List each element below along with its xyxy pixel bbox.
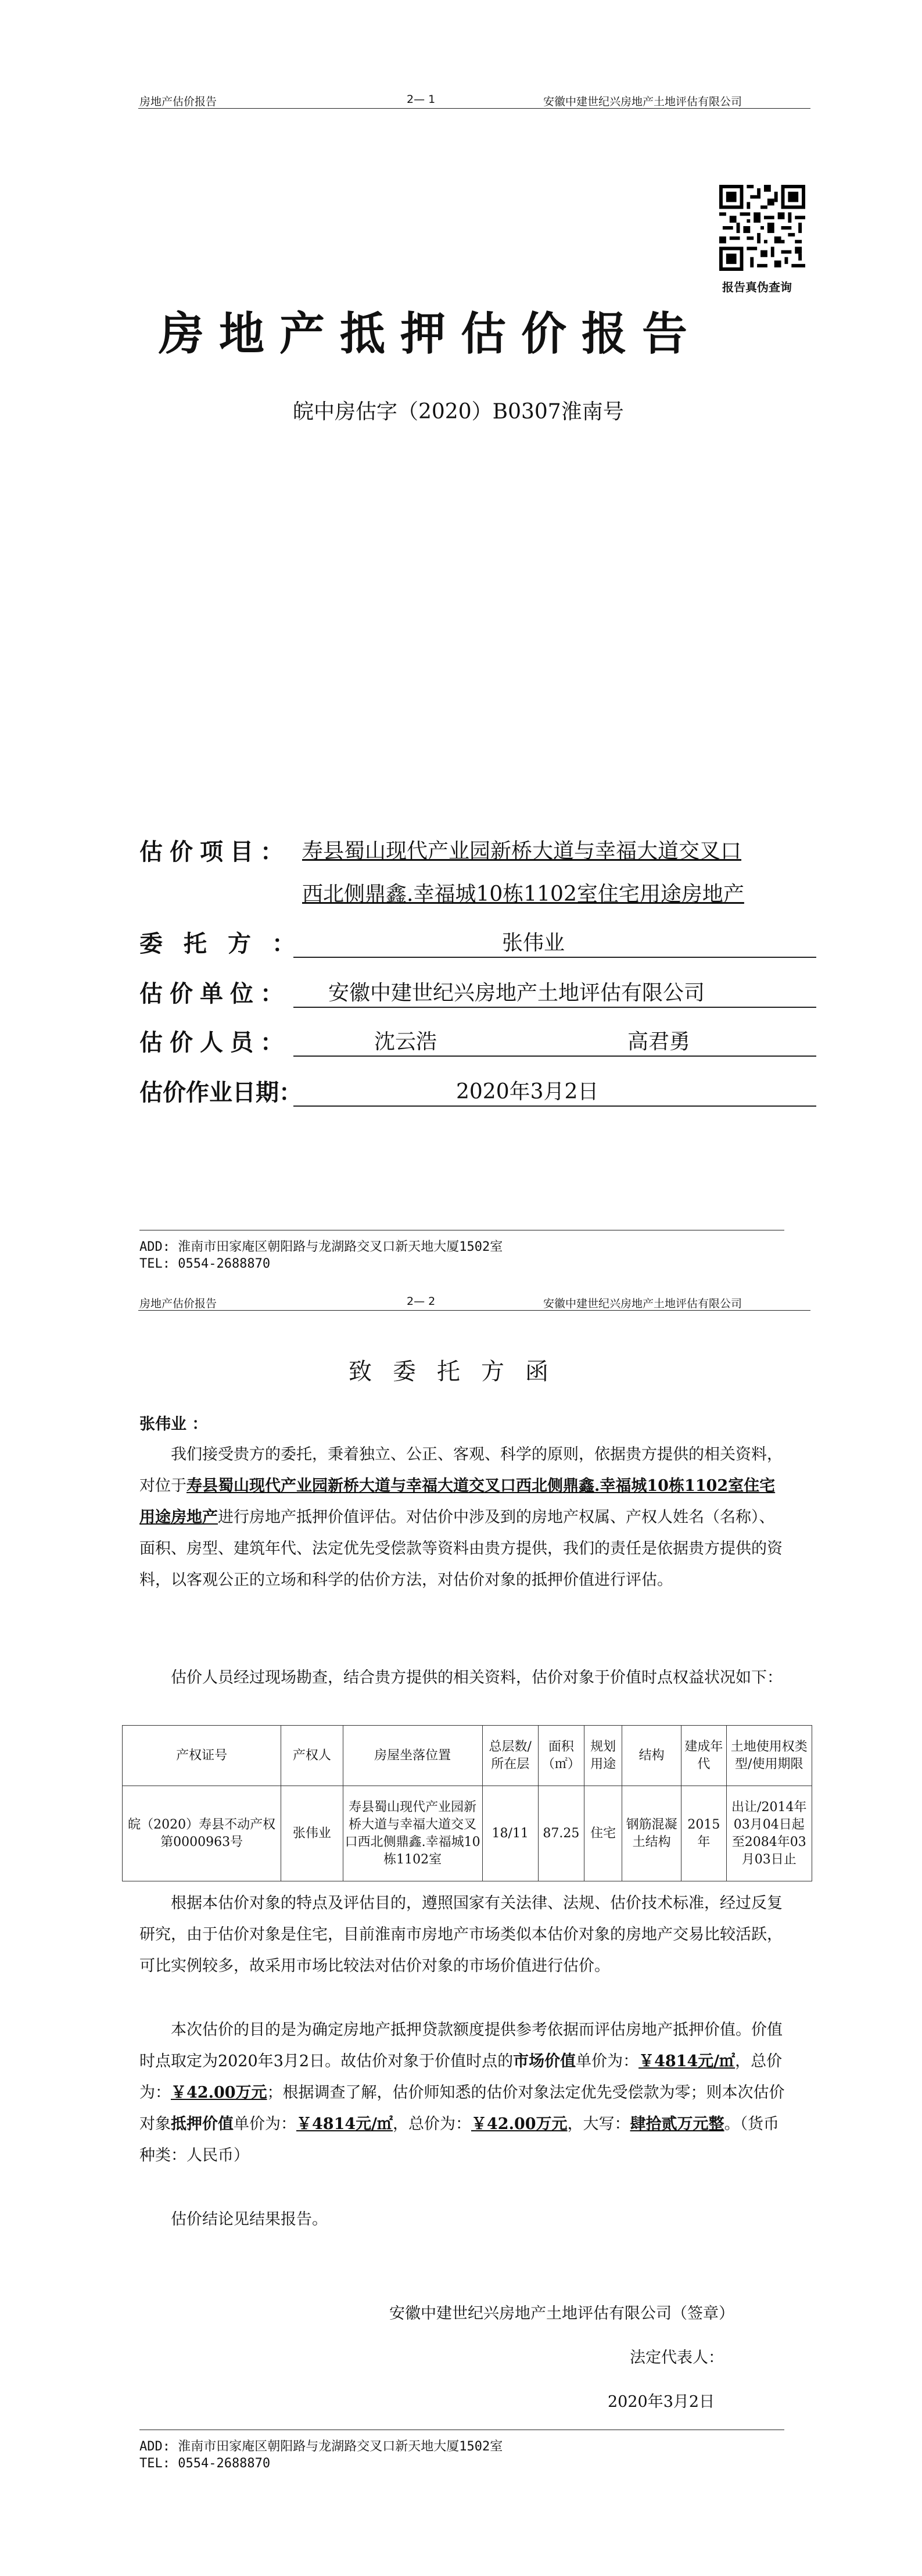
para1-text-a: 我们接受贵方的委托，秉着独立、公正、客观、科学的原则，依据贵方提供的相关资料，对位于: [139, 1446, 783, 1495]
appraiser-staff-1: 沈云浩: [374, 1030, 437, 1054]
staff-underline: [293, 1056, 816, 1057]
para4-market-unit-price: ￥4814元/㎡: [638, 2052, 736, 2070]
appraiser-staff-2: 高君勇: [627, 1030, 691, 1054]
page2-footer-address: ADD: 淮南市田家庵区朝阳路与龙湖路交叉口新天地大厦1502室: [139, 2439, 503, 2454]
table-header-cell: 建成年代: [681, 1726, 726, 1786]
para4-text-c: 单价为：: [576, 2052, 639, 2070]
report-title: 房地产抵押估价报告: [159, 307, 703, 360]
table-cell-built-year: 2015年: [681, 1786, 726, 1881]
table-header-cell: 产权人: [281, 1726, 343, 1786]
para4-market-value-label: 市场价值: [513, 2052, 576, 2070]
appraiser-unit-value: 安徽中建世纪兴房地产土地评估有限公司: [328, 981, 705, 1005]
unit-underline: [293, 1007, 816, 1008]
table-header-cell: 面积（㎡）: [538, 1726, 584, 1786]
qr-caption: 报告真伪查询: [722, 280, 792, 294]
signature-date: 2020年3月2日: [608, 2393, 715, 2411]
page2-header-rule: [138, 1310, 810, 1311]
para4-text-e: ，总价为：: [139, 2052, 783, 2102]
page1-header-right: 安徽中建世纪兴房地产土地评估有限公司: [543, 95, 742, 108]
table-cell-floors: 18/11: [482, 1786, 538, 1881]
property-info-table: [122, 1725, 812, 1881]
page1-header-rule: [138, 108, 810, 109]
date-underline: [293, 1105, 816, 1107]
table-header-cell: 房屋坐落位置: [343, 1726, 482, 1786]
para4-market-total-price: ￥42.00万元: [171, 2084, 267, 2102]
para4-amount-in-words: 肆拾贰万元整: [630, 2115, 724, 2133]
client-underline: [293, 957, 816, 958]
table-cell-certificate-no: 皖（2020）寿县不动产权第0000963号: [123, 1786, 281, 1881]
table-header-cell: 土地使用权类型/使用期限: [726, 1726, 812, 1786]
project-value-line1: 寿县蜀山现代产业园新桥大道与幸福大道交叉口: [302, 839, 742, 863]
para4-text-o: 。（货币种类：人民币）: [139, 2115, 780, 2164]
page1-header-page-number: 2— 1: [407, 93, 436, 106]
para4-text-k: ，总价为：: [393, 2115, 472, 2133]
table-header-cell: 结构: [622, 1726, 681, 1786]
para4-mortgage-unit-price: ￥4814元/㎡: [296, 2115, 393, 2133]
table-header-cell: 总层数/所在层: [482, 1726, 538, 1786]
project-label: 估价项目：: [139, 838, 290, 865]
signature-company: 安徽中建世纪兴房地产土地评估有限公司（签章）: [389, 2305, 734, 2323]
para4-text-i: 单价为：: [234, 2115, 296, 2133]
para4-text-g: ；根据调查了解，估价师知悉的估价对象法定优先受偿款为零；则本次估价对象: [139, 2084, 785, 2133]
document-number: 皖中房估字（2020）B0307淮南号: [293, 400, 624, 424]
page2-header-right: 安徽中建世纪兴房地产土地评估有限公司: [543, 1297, 742, 1310]
table-cell-land-term: 出让/2014年03月04日起至2084年03月03日止: [726, 1786, 812, 1881]
project-value-line2: 西北侧鼎鑫.幸福城10栋1102室住宅用途房地产: [302, 882, 744, 906]
table-header-row: [123, 1726, 812, 1786]
client-value: 张伟业: [502, 931, 565, 955]
para4-text-m: ，大写：: [567, 2115, 630, 2133]
work-date-value: 2020年3月2日: [456, 1080, 599, 1104]
table-row: [123, 1786, 812, 1881]
table-cell-location: 寿县蜀山现代产业园新桥大道与幸福大道交叉口西北侧鼎鑫.幸福城10栋1102室: [343, 1786, 482, 1881]
page2-header-page-number: 2— 2: [407, 1295, 436, 1308]
table-cell-usage: 住宅: [584, 1786, 622, 1881]
page1-header-left: 房地产估价报告: [139, 95, 217, 108]
letter-title: 致委托方函: [349, 1358, 569, 1385]
salutation: 张伟业 ：: [139, 1415, 208, 1433]
work-date-label: 估价作业日期：: [139, 1079, 302, 1106]
para4-mortgage-total-price: ￥42.00万元: [471, 2115, 568, 2133]
table-cell-owner: 张伟业: [281, 1786, 343, 1881]
para1-text-b: 进行房地产抵押价值评估。对估价中涉及到的房地产权属、产权人姓名（名称）、面积、房型、建筑年代、法定优先受偿款等资料由贵方提供，我们的责任是依据贵方提供的资料，以客观公正的立场和科学的估价方法，对估价对象的抵押价值进行评估。: [139, 1508, 783, 1589]
table-cell-structure: 钢筋混凝土结构: [622, 1786, 681, 1881]
page2-header-left: 房地产估价报告: [139, 1297, 217, 1310]
client-label: 委托方：: [139, 930, 316, 957]
page1-footer-address: ADD: 淮南市田家庵区朝阳路与龙湖路交叉口新天地大厦1502室: [139, 1240, 503, 1254]
table-cell-area: 87.25: [538, 1786, 584, 1881]
letter-paragraph-3: 根据本估价对象的特点及评估目的，遵照国家有关法律、法规、估价技术标准，经过反复研究，由于估价对象是住宅，目前淮南市房地产市场类似本估价对象的房地产交易比较活跃，可比实例较多，故采用市场比较法对估价对象的市场价值进行估价。: [139, 1894, 783, 1975]
appraiser-staff-label: 估价人员：: [139, 1029, 290, 1056]
letter-paragraph-5: 估价结论见结果报告。: [171, 2210, 328, 2228]
page1-footer-tel: TEL: 0554-2688870: [139, 1257, 271, 1271]
appraiser-unit-label: 估价单位：: [139, 980, 290, 1007]
signature-legal-representative: 法定代表人：: [630, 2349, 724, 2367]
para4-mortgage-value-label: 抵押价值: [171, 2115, 234, 2133]
letter-paragraph-1: [139, 1439, 788, 1596]
para4-text-a: 本次估价的目的是为确定房地产抵押贷款额度提供参考依据而评估房地产抵押价值。价值时点取定为2020年3月2日。故估价对象于价值时点的: [139, 2021, 783, 2070]
table-header-cell: 规划用途: [584, 1726, 622, 1786]
letter-paragraph-2: 估价人员经过现场勘查，结合贵方提供的相关资料，估价对象于价值时点权益状况如下：: [171, 1669, 783, 1687]
page2-footer-tel: TEL: 0554-2688870: [139, 2456, 271, 2471]
letter-paragraph-4: [139, 2015, 788, 2171]
table-header-cell: 产权证号: [123, 1726, 281, 1786]
qr-code-icon: [719, 185, 805, 271]
para1-property-address: 寿县蜀山现代产业园新桥大道与幸福大道交叉口西北侧鼎鑫.幸福城10栋1102室住宅用途房地产: [139, 1477, 776, 1526]
